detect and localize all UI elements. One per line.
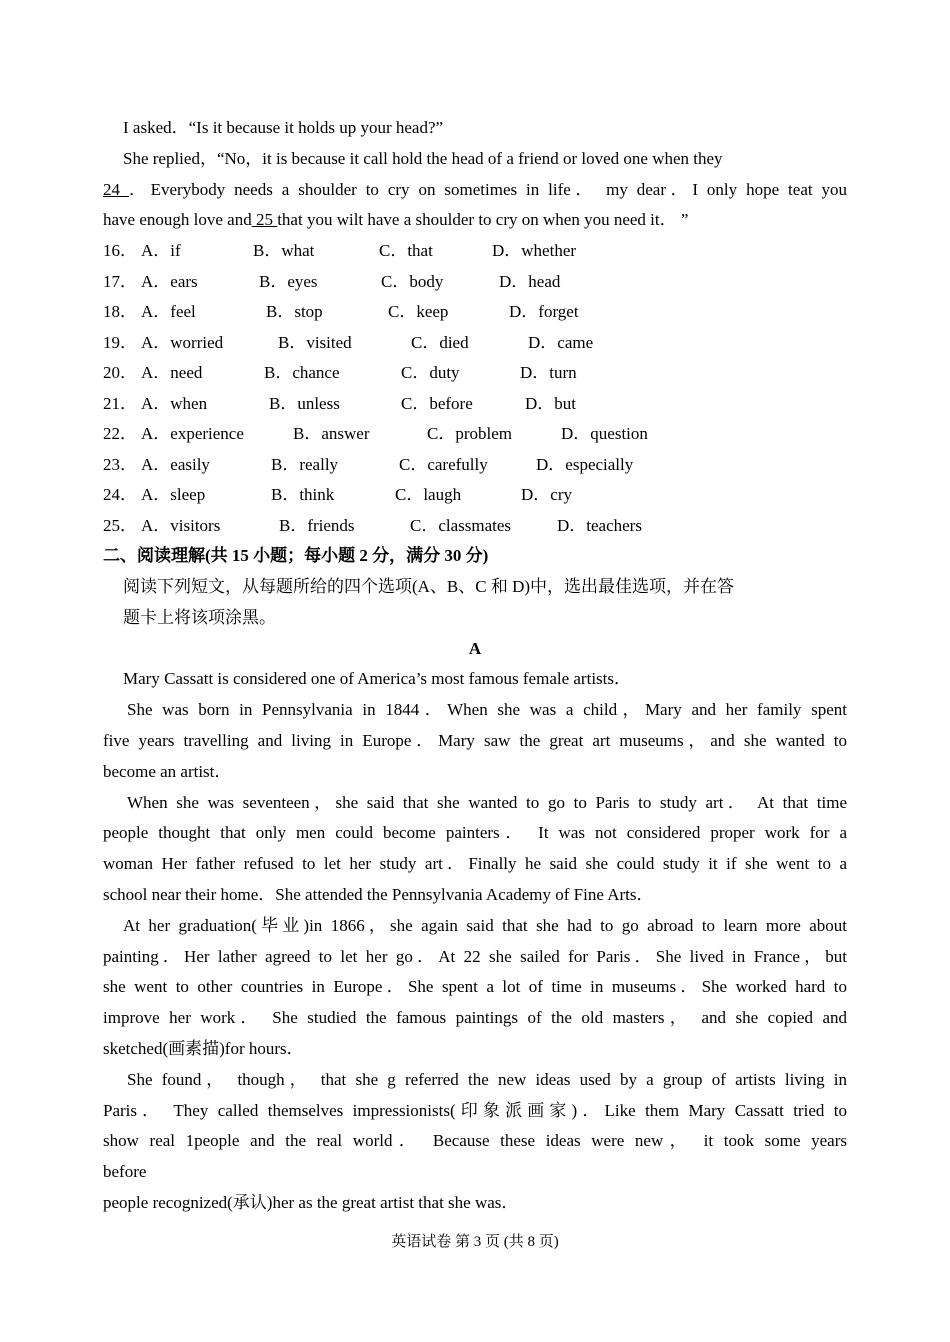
option-a: A．need [141,363,203,383]
option-c: C．carefully [399,454,488,474]
passage-line: sketched(画素描)for hours． [103,1038,304,1058]
option-a: A．ears [141,271,198,291]
option-d: D．forget [509,302,579,322]
section-heading: 二、阅读理解(共 15 小题；每小题 2 分，满分 30 分) [103,546,489,566]
option-d: D．came [528,332,594,352]
question-row [103,480,847,511]
option-d: D．cry [521,485,572,505]
question-number: 21． [103,393,137,413]
passage-line: When she was seventeen，she said that she wanted to go to Paris to study art． At that time [127,792,847,812]
option-b: B．friends [279,515,355,535]
option-a: A．worried [141,332,224,352]
question-row [103,236,847,267]
question-number: 19． [103,332,137,352]
question-number: 24． [103,485,137,505]
passage-line: At her graduation(毕业)in 1866，she again said that she had to go abroad to learn more about [123,915,847,935]
passage-line: people thought that only men could become painters． It was not considered proper work for a [103,823,847,843]
option-d: D．head [499,271,561,291]
option-b: B．really [271,454,339,474]
page-footer: 英语试卷 第 3 页 (共 8 页) [391,1234,559,1250]
passage-line: improve her work． She studied the famous paintings of the old masters， and she copied and [103,1008,847,1028]
option-c: C．died [411,332,469,352]
cloze-questions [103,236,847,541]
question-number: 17． [103,271,137,291]
question-number: 16． [103,241,137,261]
dialogue-line: I asked．“Is it because it holds up your head?” [123,118,444,137]
option-d: D．turn [520,363,577,383]
passage-line: school near their home．She attended the Pennsylvania Academy of Fine Arts． [103,884,654,904]
passage-line: people recognized(承认)her as the great artist that she was． [103,1192,519,1212]
option-a: A．if [141,241,181,261]
passage-line: become an artist． [103,761,232,781]
exam-page [103,113,847,1219]
question-row [103,450,847,481]
passage-label: A [468,638,482,658]
question-number: 23． [103,454,137,474]
option-b: B．visited [278,332,352,352]
question-row [103,389,847,420]
question-row [103,511,847,542]
option-a: A．when [141,393,208,413]
option-a: A．feel [141,302,196,322]
option-c: C．keep [388,302,449,322]
passage-line: before [103,1162,147,1182]
option-c: C．duty [401,363,460,383]
option-a: A．visitors [141,515,221,535]
question-row [103,297,847,328]
option-d: D．whether [492,241,577,261]
passage-line: She found， though， that she g referred the new ideas used by a group of artists living in [127,1069,847,1089]
passage-line: five years travelling and living in Europe．Mary saw the great art museums，and she wanted to [103,730,847,750]
option-c: C．problem [427,424,512,444]
option-d: D．question [561,424,648,444]
passage-line: woman Her father refused to let her study art．Finally he said she could study it if she went to a [103,854,847,874]
question-row [103,328,847,359]
blank-24: 24 [103,179,129,199]
instructions: 题卡上将该项涂黑。 [123,607,276,627]
option-c: C．that [379,241,433,261]
question-number: 20． [103,363,137,383]
question-number: 25． [103,515,137,535]
passage-line: painting．Her lather agreed to let her go．At 22 she sailed for Paris．She lived in France，but [103,946,847,966]
option-b: B．eyes [259,271,318,291]
option-a: A．easily [141,454,210,474]
option-a: A．experience [141,424,244,444]
question-row [103,358,847,389]
question-row [103,267,847,298]
option-c: C．classmates [410,515,512,535]
passage-line: she went to other countries in Europe．She spent a lot of time in museums．She worked hard to [103,977,847,997]
passage-line: show real 1people and the real world． Because these ideas were new， it took some years [103,1131,847,1151]
dialogue-line: 24 ．Everybody needs a shoulder to cry on sometimes in life． my dear．I only hope teat you [103,179,848,199]
option-b: B．think [271,485,335,505]
option-b: B．unless [269,393,340,413]
instructions: 阅读下列短文，从每题所给的四个选项(A、B、C 和 D)中，选出最佳选项，并在答 [123,576,735,596]
option-c: C．before [401,393,473,413]
option-b: B．what [253,241,315,261]
passage-line: Mary Cassatt is considered one of America’s most famous female artists． [123,669,631,689]
option-d: D．teachers [557,515,642,535]
question-number: 22． [103,424,137,444]
option-b: B．answer [293,424,370,444]
passage-line: Paris． They called themselves impressionists(印象派画家)．Like them Mary Cassatt tried to [103,1100,847,1120]
option-c: C．laugh [395,485,462,505]
option-b: B．chance [264,363,340,383]
passage-line: She was born in Pennsylvania in 1844．When she was a child，Mary and her family spent [127,700,847,720]
blank-25: 25 [251,210,278,230]
option-b: B．stop [266,302,323,322]
dialogue-line: She replied，“No，it is because it call hold the head of a friend or loved one when they [123,148,723,168]
option-d: D．especially [536,454,634,474]
option-c: C．body [381,271,444,291]
question-number: 18． [103,302,137,322]
option-a: A．sleep [141,485,206,505]
option-d: D．but [525,393,576,413]
question-row [103,419,847,450]
dialogue-line: have enough love and 25 that you wilt have a shoulder to cry on when you need it． ” [103,210,689,230]
